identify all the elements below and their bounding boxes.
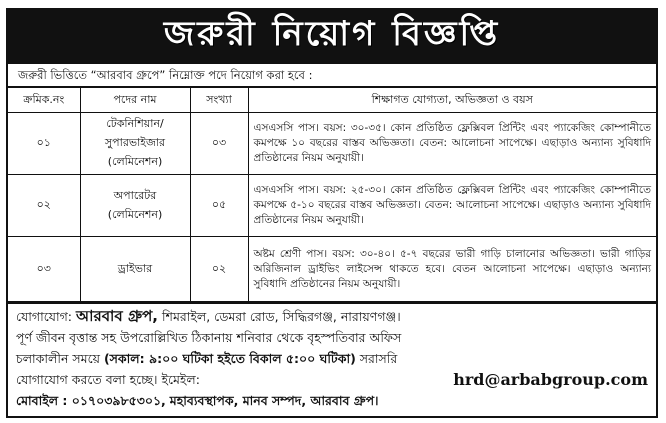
row-serial: ০১ xyxy=(8,113,80,175)
contact-line-2: পূর্ণ জীবন বৃত্তান্ত সহ উপরোল্লিখিত ঠিকানায় শনিবার থেকে বৃহস্পতিবার অফিস xyxy=(16,330,402,345)
company-address: শিমরাইল, ডেমরা রোড, সিদ্ধিরগঞ্জ, নারায়ণগঞ্জ। xyxy=(161,309,401,324)
row-count: ০৩ xyxy=(190,113,248,175)
contact-line-4 xyxy=(16,369,648,390)
row-requirements: এসএসসি পাস। বয়স: ২৫-৩০। কোন প্রতিষ্ঠিত ফ্লেক্সিবল প্রিন্টিং এবং প্যাকেজিং কোম্পানীতে কমপক্ষে ৫-১০ বছরের বাস্তব অভিজ্ঞতা। বেতন: আলোচনা সাপেক্ষে। এছাড়াও অন্যান্য সুবিধাদি প্রতিষ্ঠানের নিয়ম অনুযায়ী। xyxy=(248,175,656,237)
table-row xyxy=(8,237,656,302)
mobile-number: মোবাইল : ০১৭০৩৯৮৫৩০১, xyxy=(16,393,166,408)
row-post: ড্রাইভার xyxy=(80,237,190,302)
row-requirements: অষ্টম শ্রেণী পাস। বয়স: ৩০-৪০। ৫-৭ বছরের ভারী গাড়ি চালানোর অভিজ্ঞতা। ভারী গাড়ির অরিজিনাল ড্রাইভিং লাইসেন্স থাকতে হবে। বেতন আলোচনা সাপেক্ষে। এছাড়াও অন্যান্য সুবিধাদি প্রতিষ্ঠানের নিয়ম অনুযায়ী। xyxy=(248,237,656,302)
contact-designation: মহাব্যবস্থাপক, মানব সম্পদ, আরবাব গ্রুপ। xyxy=(169,393,379,408)
row-post: টেকনিশিয়ান/ সুপারভাইজার (লেমিনেশন) xyxy=(80,113,190,175)
contact-section xyxy=(8,302,656,411)
header-requirements: শিক্ষাগত যোগ্যতা, অভিজ্ঞতা ও বয়স xyxy=(248,88,656,113)
contact-line-1 xyxy=(16,306,648,327)
jobs-table xyxy=(8,87,656,302)
table-row xyxy=(8,175,656,237)
intro-text: জরুরী ভিত্তিতে “আরবাব গ্রুপে” নিম্নোক্ত পদে নিয়োগ করা হবে : xyxy=(8,64,656,87)
ad-frame xyxy=(6,8,658,418)
row-serial: ০৩ xyxy=(8,237,80,302)
ad-title: জরুরী নিয়োগ বিজ্ঞপ্তি xyxy=(163,13,501,54)
row-count: ০২ xyxy=(190,237,248,302)
email-lead: যোগাযোগ করতে বলা হচ্ছে। ইমেইল: xyxy=(16,372,200,387)
contact-line-5 xyxy=(16,390,648,411)
office-hours-tail: সরাসরি xyxy=(359,351,398,366)
table-header-row xyxy=(8,88,656,113)
header-count: সংখ্যা xyxy=(190,88,248,113)
table-row xyxy=(8,113,656,175)
office-hours-lead: চলাকালীন সময়ে xyxy=(16,351,100,366)
contact-label: যোগাযোগ: xyxy=(16,309,72,324)
row-serial: ০২ xyxy=(8,175,80,237)
row-requirements: এসএসসি পাস। বয়স: ৩০-৩৫। কোন প্রতিষ্ঠিত ফ্লেক্সিবল প্রিন্টিং এবং প্যাকেজিং কোম্পানীতে কমপক্ষে ১০ বছরের বাস্তব অভিজ্ঞতা। বেতন: আলোচনা সাপেক্ষে। এছাড়াও অন্যান্য সুবিধাদি প্রতিষ্ঠানের নিয়ম অনুযায়ী। xyxy=(248,113,656,175)
row-post: অপারেটর (লেমিনেশন) xyxy=(80,175,190,237)
office-hours: (সকাল: ৯:০০ ঘটিকা হইতে বিকাল ৫:০০ ঘটিকা) xyxy=(103,351,356,366)
header-post: পদের নাম xyxy=(80,88,190,113)
header-serial: ক্রমিক.নং xyxy=(8,88,80,113)
company-name: আরবাব গ্রুপ, xyxy=(75,307,158,325)
title-banner xyxy=(8,10,656,64)
contact-line-3 xyxy=(16,348,648,369)
row-count: ০৫ xyxy=(190,175,248,237)
email-address[interactable]: hrd@arbabgroup.com xyxy=(453,370,648,389)
